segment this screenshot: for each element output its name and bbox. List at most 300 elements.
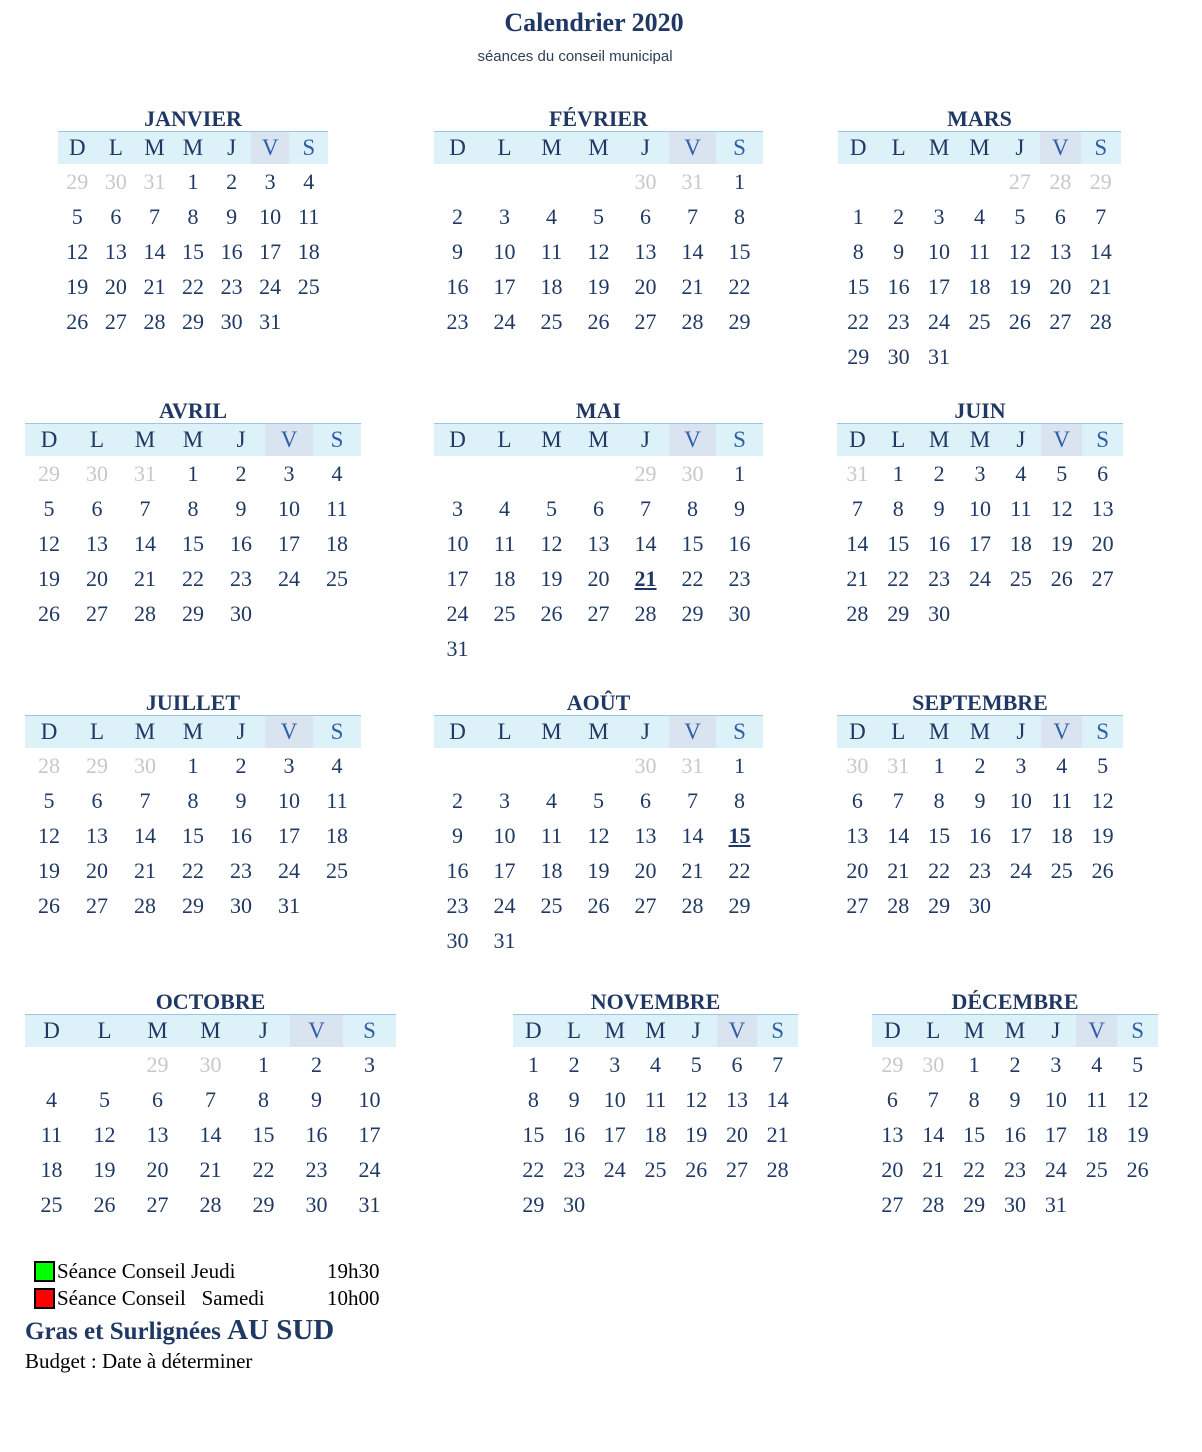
day-cell <box>878 783 919 818</box>
day-cell <box>878 526 919 561</box>
day-number: 22 <box>182 274 205 299</box>
day-cell <box>669 631 716 666</box>
day-cell <box>960 491 1001 526</box>
weekday-header-row <box>837 423 1123 456</box>
day-number: 2 <box>235 753 247 778</box>
day-cell <box>174 164 213 199</box>
day-number: 3 <box>452 496 463 521</box>
day-cell <box>954 1117 995 1152</box>
weekday-header: S <box>716 716 763 748</box>
day-number: 25 <box>326 858 348 883</box>
day-number: 28 <box>681 309 704 334</box>
day-number: 23 <box>928 566 951 591</box>
day-cell <box>954 1082 995 1117</box>
day-cell <box>481 888 528 923</box>
day-cell <box>25 561 73 596</box>
day-number: 27 <box>1008 169 1031 194</box>
day-number: 20 <box>86 858 108 883</box>
day-number: 12 <box>540 531 563 556</box>
day-number: 4 <box>331 753 343 778</box>
day-cell <box>919 783 960 818</box>
day-cell <box>290 1047 343 1082</box>
day-cell <box>481 456 528 491</box>
day-number: 12 <box>1126 1087 1149 1112</box>
day-number: 6 <box>640 788 651 813</box>
day-number: 23 <box>305 1157 328 1182</box>
day-cell <box>58 304 97 339</box>
day-number: 3 <box>264 169 276 194</box>
weekday-header: D <box>837 716 878 748</box>
day-cell <box>481 748 528 783</box>
weekday-header: M <box>960 424 1001 456</box>
day-cell <box>669 304 716 339</box>
day-cell <box>121 748 169 783</box>
month-name: MARS <box>947 106 1012 131</box>
day-number: 10 <box>1044 1087 1067 1112</box>
day-cell <box>594 1152 635 1187</box>
weekday-header: M <box>960 716 1001 748</box>
day-cell <box>1000 596 1041 631</box>
day-cell <box>838 269 878 304</box>
day-cell <box>575 853 622 888</box>
day-cell <box>78 1187 131 1222</box>
day-cell <box>237 1047 290 1082</box>
day-cell <box>135 234 174 269</box>
day-cell <box>343 1117 396 1152</box>
day-cell <box>513 1187 554 1222</box>
day-number: 11 <box>493 531 516 556</box>
weekday-header: M <box>919 132 959 164</box>
day-number: 17 <box>278 531 300 556</box>
day-cell <box>575 783 622 818</box>
day-cell <box>1082 783 1123 818</box>
day-cell <box>959 234 999 269</box>
day-number: 12 <box>38 823 60 848</box>
day-number: 10 <box>358 1087 381 1112</box>
day-number: 25 <box>1050 858 1073 883</box>
budget-note: Budget : Date à déterminer <box>25 1349 253 1373</box>
day-cell <box>481 818 528 853</box>
day-cell <box>313 748 361 783</box>
day-number: 23 <box>728 566 751 591</box>
day-number: 31 <box>259 309 282 334</box>
day-cell <box>1000 853 1041 888</box>
day-number: 15 <box>182 239 205 264</box>
day-cell <box>669 269 716 304</box>
day-cell <box>959 269 999 304</box>
day-cell <box>25 491 73 526</box>
day-cell <box>528 888 575 923</box>
day-number: 22 <box>928 858 951 883</box>
day-cell <box>878 818 919 853</box>
weekday-header: M <box>575 716 622 748</box>
day-cell <box>1082 596 1123 631</box>
weekday-header: M <box>169 716 217 748</box>
day-cell <box>481 164 528 199</box>
day-number: 30 <box>563 1192 586 1217</box>
day-cell <box>575 456 622 491</box>
day-cell <box>669 456 716 491</box>
day-cell <box>622 748 669 783</box>
week-row <box>434 491 763 526</box>
day-cell <box>313 853 361 888</box>
day-number: 2 <box>568 1052 580 1077</box>
day-cell <box>919 269 959 304</box>
day-number: 25 <box>540 893 563 918</box>
day-cell <box>919 526 960 561</box>
day-cell <box>131 1082 184 1117</box>
weekday-header: S <box>757 1015 798 1047</box>
day-number: 29 <box>1089 169 1112 194</box>
day-number: 30 <box>928 601 951 626</box>
day-cell <box>669 526 716 561</box>
weekday-header: D <box>434 132 481 164</box>
day-number: 15 <box>728 823 751 848</box>
week-row <box>513 1082 798 1117</box>
day-number: 22 <box>728 274 751 299</box>
day-cell <box>212 304 251 339</box>
day-cell <box>1035 1082 1076 1117</box>
day-number: 31 <box>278 893 300 918</box>
day-cell <box>1000 526 1041 561</box>
day-number: 16 <box>1004 1122 1026 1147</box>
day-number: 31 <box>143 169 166 194</box>
day-cell <box>184 1152 237 1187</box>
day-number: 1 <box>892 461 904 486</box>
month-avril <box>25 399 361 631</box>
week-row <box>25 596 361 631</box>
day-cell <box>622 888 669 923</box>
day-number: 10 <box>493 239 516 264</box>
day-cell <box>237 1117 290 1152</box>
day-number: 3 <box>933 204 945 229</box>
week-row <box>25 1047 396 1082</box>
day-number: 18 <box>644 1122 667 1147</box>
day-number: 9 <box>893 239 905 264</box>
day-number: 7 <box>148 204 160 229</box>
day-number: 30 <box>446 928 469 953</box>
day-cell <box>757 1047 798 1082</box>
day-cell <box>669 164 716 199</box>
day-cell <box>313 456 361 491</box>
day-cell <box>434 456 481 491</box>
day-cell <box>878 339 918 374</box>
day-cell <box>513 1047 554 1082</box>
weekday-header: J <box>1000 424 1041 456</box>
day-number: 24 <box>493 309 516 334</box>
month-janvier <box>58 107 328 339</box>
day-cell <box>1000 748 1041 783</box>
day-number: 30 <box>969 893 991 918</box>
day-cell <box>919 456 960 491</box>
day-cell <box>1117 1047 1158 1082</box>
day-cell <box>622 199 669 234</box>
day-number: 29 <box>847 344 870 369</box>
day-number: 12 <box>1091 788 1114 813</box>
day-cell <box>954 1047 995 1082</box>
day-cell <box>622 818 669 853</box>
day-cell <box>878 199 918 234</box>
day-cell <box>575 748 622 783</box>
day-number: 22 <box>182 858 204 883</box>
week-row <box>25 561 361 596</box>
day-cell <box>97 304 136 339</box>
month-name: NOVEMBRE <box>590 989 721 1014</box>
day-cell <box>73 596 121 631</box>
day-number: 5 <box>1056 461 1068 486</box>
day-number: 18 <box>540 274 563 299</box>
day-cell <box>1076 1047 1117 1082</box>
day-cell <box>837 853 878 888</box>
day-cell <box>716 304 763 339</box>
weekday-header: D <box>872 1015 913 1047</box>
weekday-header-row <box>434 131 763 164</box>
day-number: 25 <box>644 1157 667 1182</box>
weekday-header: D <box>837 424 878 456</box>
day-number: 29 <box>728 893 751 918</box>
week-row <box>434 456 763 491</box>
week-row <box>25 748 361 783</box>
day-cell <box>960 748 1001 783</box>
day-number: 31 <box>681 753 704 778</box>
day-number: 5 <box>546 496 557 521</box>
day-cell <box>121 783 169 818</box>
day-cell <box>913 1187 954 1222</box>
week-row <box>434 783 763 818</box>
day-cell <box>434 853 481 888</box>
day-number: 15 <box>681 531 704 556</box>
day-cell <box>669 923 716 958</box>
day-cell <box>217 853 265 888</box>
day-cell <box>878 561 919 596</box>
week-row <box>838 269 1121 304</box>
day-cell <box>78 1082 131 1117</box>
weekday-header-row <box>25 1014 396 1047</box>
day-cell <box>251 164 290 199</box>
day-cell <box>184 1082 237 1117</box>
day-number: 31 <box>887 753 910 778</box>
day-number: 24 <box>259 274 282 299</box>
day-cell <box>1000 783 1041 818</box>
day-number: 4 <box>303 169 315 194</box>
day-cell <box>676 1082 717 1117</box>
day-number: 9 <box>734 496 745 521</box>
day-cell <box>575 923 622 958</box>
day-number: 25 <box>968 309 991 334</box>
day-number: 4 <box>546 788 557 813</box>
day-number: 11 <box>540 823 563 848</box>
day-number: 21 <box>134 566 156 591</box>
red-swatch <box>34 1288 55 1309</box>
week-row <box>434 199 763 234</box>
day-number: 4 <box>46 1087 57 1112</box>
day-number: 28 <box>1049 169 1072 194</box>
day-cell <box>434 748 481 783</box>
day-cell <box>575 269 622 304</box>
day-number: 5 <box>1097 753 1109 778</box>
week-row <box>837 818 1123 853</box>
day-cell <box>121 456 169 491</box>
day-number: 2 <box>452 788 463 813</box>
day-cell <box>838 199 878 234</box>
day-cell <box>265 748 313 783</box>
day-cell <box>313 783 361 818</box>
day-cell <box>717 1082 758 1117</box>
weekday-header: S <box>1081 132 1121 164</box>
day-cell <box>481 304 528 339</box>
day-number: 11 <box>968 239 991 264</box>
day-cell <box>25 1117 78 1152</box>
day-number: 8 <box>187 496 199 521</box>
day-number: 21 <box>134 858 156 883</box>
day-number: 30 <box>681 461 704 486</box>
weekday-header: V <box>669 132 716 164</box>
day-number: 14 <box>922 1122 945 1147</box>
day-number: 10 <box>969 496 991 521</box>
day-number: 19 <box>1050 531 1073 556</box>
day-number: 22 <box>522 1157 545 1182</box>
day-cell <box>919 199 959 234</box>
day-number: 16 <box>230 823 252 848</box>
day-number: 13 <box>104 239 127 264</box>
day-number: 29 <box>522 1192 545 1217</box>
day-number: 26 <box>93 1192 116 1217</box>
day-number: 21 <box>1089 274 1112 299</box>
day-number: 5 <box>690 1052 702 1077</box>
weekday-header: D <box>838 132 878 164</box>
day-number: 14 <box>199 1122 222 1147</box>
day-number: 20 <box>634 858 657 883</box>
day-number: 11 <box>326 496 348 521</box>
day-number: 9 <box>235 788 247 813</box>
day-cell <box>1000 234 1040 269</box>
day-number: 14 <box>143 239 166 264</box>
day-cell <box>878 491 919 526</box>
day-cell <box>343 1047 396 1082</box>
day-number: 26 <box>587 309 610 334</box>
weekday-header: S <box>1082 716 1123 748</box>
week-row <box>25 888 361 923</box>
day-cell <box>717 1187 758 1222</box>
day-number: 1 <box>852 204 864 229</box>
day-number: 29 <box>681 601 704 626</box>
day-cell <box>622 164 669 199</box>
day-number: 30 <box>104 169 127 194</box>
day-number: 29 <box>252 1192 275 1217</box>
week-row <box>25 491 361 526</box>
day-number: 20 <box>86 566 108 591</box>
day-cell <box>97 164 136 199</box>
day-number: 1 <box>734 169 745 194</box>
day-cell <box>434 164 481 199</box>
day-number: 27 <box>1091 566 1114 591</box>
week-row <box>872 1187 1158 1222</box>
week-row <box>837 456 1123 491</box>
weekday-header: M <box>995 1015 1036 1047</box>
day-cell <box>1081 199 1121 234</box>
day-cell <box>1041 596 1082 631</box>
day-number: 29 <box>963 1192 986 1217</box>
day-cell <box>528 491 575 526</box>
day-cell <box>290 1187 343 1222</box>
day-cell <box>528 631 575 666</box>
week-row <box>25 853 361 888</box>
day-number: 6 <box>731 1052 743 1077</box>
day-number: 3 <box>364 1052 375 1077</box>
day-cell <box>594 1082 635 1117</box>
day-cell <box>58 269 97 304</box>
day-cell <box>434 269 481 304</box>
day-cell <box>1035 1187 1076 1222</box>
day-number: 29 <box>887 601 910 626</box>
day-number: 8 <box>527 1087 539 1112</box>
day-number: 8 <box>933 788 945 813</box>
month-name: FÉVRIER <box>548 106 648 131</box>
day-number: 2 <box>893 204 905 229</box>
day-number: 3 <box>499 788 510 813</box>
day-number: 28 <box>887 893 910 918</box>
weekday-header: M <box>528 132 575 164</box>
day-cell <box>528 526 575 561</box>
weekday-header: L <box>481 424 528 456</box>
day-number: 25 <box>540 309 563 334</box>
day-cell <box>575 631 622 666</box>
day-cell <box>131 1152 184 1187</box>
weekday-header: S <box>289 132 328 164</box>
day-cell <box>575 304 622 339</box>
week-row <box>513 1047 798 1082</box>
day-cell <box>622 456 669 491</box>
day-number: 23 <box>969 858 991 883</box>
green-swatch <box>34 1261 55 1282</box>
day-number: 7 <box>772 1052 784 1077</box>
day-number: 6 <box>91 496 103 521</box>
day-cell <box>913 1082 954 1117</box>
day-number: 8 <box>892 496 904 521</box>
day-number: 7 <box>139 788 151 813</box>
day-number: 6 <box>1097 461 1109 486</box>
day-cell <box>1041 783 1082 818</box>
week-row <box>434 631 763 666</box>
day-cell <box>554 1047 595 1082</box>
day-cell <box>251 199 290 234</box>
day-number: 26 <box>66 309 89 334</box>
day-number: 27 <box>146 1192 169 1217</box>
day-cell <box>919 304 959 339</box>
weekday-header: M <box>131 1015 184 1047</box>
day-cell <box>434 304 481 339</box>
day-cell <box>121 596 169 631</box>
weekday-header: M <box>174 132 213 164</box>
day-number: 22 <box>887 566 910 591</box>
day-cell <box>919 561 960 596</box>
day-cell <box>265 491 313 526</box>
day-number: 24 <box>358 1157 381 1182</box>
day-cell <box>1041 456 1082 491</box>
weekday-header: M <box>135 132 174 164</box>
day-number: 9 <box>974 788 986 813</box>
weekday-header-row <box>434 715 763 748</box>
day-number: 26 <box>1126 1157 1149 1182</box>
day-number: 20 <box>634 274 657 299</box>
day-number: 18 <box>1085 1122 1108 1147</box>
day-cell <box>174 234 213 269</box>
day-number: 24 <box>446 601 469 626</box>
week-row <box>513 1187 798 1222</box>
week-row <box>872 1117 1158 1152</box>
day-cell <box>872 1082 913 1117</box>
day-cell <box>960 888 1001 923</box>
